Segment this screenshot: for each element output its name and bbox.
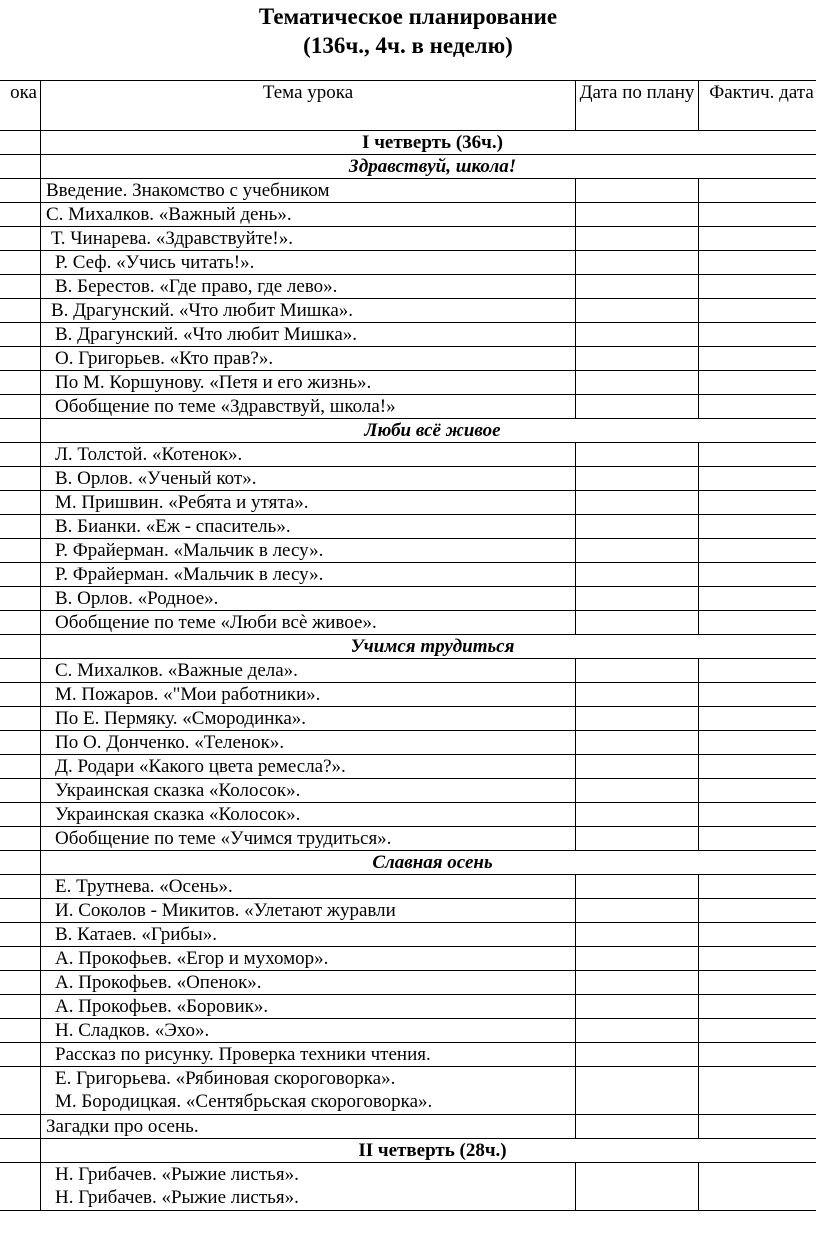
lesson-topic: А. Прокофьев. «Боровик». (41, 995, 576, 1019)
plan-date-cell (576, 1019, 699, 1043)
number-cell (0, 347, 41, 371)
actual-date-cell (699, 371, 816, 395)
number-cell (0, 203, 41, 227)
quarter-header-row (0, 131, 816, 155)
plan-date-cell (576, 251, 699, 275)
lesson-topic: Обобщение по теме «Здравствуй, школа!» (41, 395, 576, 419)
actual-date-cell (699, 731, 816, 755)
actual-date-cell (699, 251, 816, 275)
plan-date-cell (576, 875, 699, 899)
section-title: Учимся трудиться (41, 635, 816, 659)
plan-date-cell (576, 779, 699, 803)
table-row (0, 299, 816, 323)
lesson-topic: Д. Родари «Какого цвета ремесла?». (41, 755, 576, 779)
table-row (0, 1019, 816, 1043)
number-cell (0, 563, 41, 587)
lesson-topic: По М. Коршунову. «Петя и его жизнь». (41, 371, 576, 395)
plan-date-cell (576, 179, 699, 203)
table-row (0, 443, 816, 467)
actual-date-cell (699, 1019, 816, 1043)
actual-date-cell (699, 947, 816, 971)
actual-date-cell (699, 443, 816, 467)
number-cell (0, 899, 41, 923)
plan-date-cell (576, 515, 699, 539)
plan-date-cell (576, 587, 699, 611)
table-row (0, 227, 816, 251)
lesson-topic: В. Орлов. «Родное». (41, 587, 576, 611)
actual-date-cell (699, 539, 816, 563)
table-row (0, 899, 816, 923)
actual-date-cell (699, 779, 816, 803)
plan-date-cell (576, 1163, 699, 1211)
lesson-topic: В. Орлов. «Ученый кот». (41, 467, 576, 491)
lesson-topic: М. Пожаров. «"Мои работники». (41, 683, 576, 707)
table-row (0, 731, 816, 755)
section-header-row (0, 635, 816, 659)
table-row (0, 779, 816, 803)
page-title (0, 2, 816, 60)
actual-date-cell (699, 323, 816, 347)
lesson-topic (41, 1067, 576, 1115)
plan-date-cell (576, 1115, 699, 1139)
number-cell (0, 467, 41, 491)
table-row (0, 803, 816, 827)
table-row (0, 947, 816, 971)
actual-date-cell (699, 179, 816, 203)
table-row (0, 587, 816, 611)
number-cell (0, 971, 41, 995)
number-cell (0, 1043, 41, 1067)
plan-date-cell (576, 683, 699, 707)
lesson-topic: О. Григорьев. «Кто прав?». (41, 347, 576, 371)
table-row (0, 827, 816, 851)
plan-date-cell (576, 611, 699, 635)
lesson-topic: Обобщение по теме «Учимся трудиться». (41, 827, 576, 851)
number-cell (0, 587, 41, 611)
plan-date-cell (576, 491, 699, 515)
table-row (0, 563, 816, 587)
number-cell (0, 1019, 41, 1043)
number-cell (0, 1163, 41, 1211)
number-cell (0, 275, 41, 299)
lesson-topic: Обобщение по теме «Люби всѐ живое». (41, 611, 576, 635)
lesson-topic-line2: М. Бородицкая. «Сентябрьская скороговорка». (55, 1091, 433, 1112)
section-title: Здравствуй, школа! (41, 155, 816, 179)
plan-date-cell (576, 1043, 699, 1067)
number-cell (0, 683, 41, 707)
actual-date-cell (699, 803, 816, 827)
table-row (0, 875, 816, 899)
actual-date-cell (699, 203, 816, 227)
lesson-topic: Загадки про осень. (41, 1115, 576, 1139)
table-row (0, 371, 816, 395)
table-row (0, 203, 816, 227)
lesson-topic (41, 1163, 576, 1211)
number-cell (0, 323, 41, 347)
header-plan-date: Дата по плану (576, 81, 699, 131)
number-cell (0, 1067, 41, 1115)
actual-date-cell (699, 971, 816, 995)
plan-date-cell (576, 539, 699, 563)
lesson-topic-line2: Н. Грибачев. «Рыжие листья». (55, 1187, 299, 1208)
table-header-row (0, 81, 816, 131)
lesson-topic: Л. Толстой. «Котенок». (41, 443, 576, 467)
actual-date-cell (699, 875, 816, 899)
number-cell (0, 947, 41, 971)
plan-date-cell (576, 395, 699, 419)
lesson-topic: Р. Сеф. «Учись читать!». (41, 251, 576, 275)
lesson-topic: И. Соколов - Микитов. «Улетают журавли (41, 899, 576, 923)
plan-date-cell (576, 203, 699, 227)
lesson-topic: Р. Фрайерман. «Мальчик в лесу». (41, 563, 576, 587)
number-cell (0, 779, 41, 803)
lesson-topic: С. Михалков. «Важный день». (41, 203, 576, 227)
lesson-topic: Р. Фрайерман. «Мальчик в лесу». (41, 539, 576, 563)
table-row (0, 659, 816, 683)
lesson-topic: В. Берестов. «Где право, где лево». (41, 275, 576, 299)
lesson-topic: Рассказ по рисунку. Проверка техники чтения. (41, 1043, 576, 1067)
number-cell (0, 995, 41, 1019)
number-cell (0, 731, 41, 755)
lesson-topic: В. Драгунский. «Что любит Мишка». (41, 299, 576, 323)
actual-date-cell (699, 1163, 816, 1211)
lesson-topic: В. Драгунский. «Что любит Мишка». (41, 323, 576, 347)
lesson-topic: Н. Сладков. «Эхо». (41, 1019, 576, 1043)
section-header-row (0, 419, 816, 443)
number-cell (0, 851, 41, 875)
table-row (0, 683, 816, 707)
lesson-topic: С. Михалков. «Важные дела». (41, 659, 576, 683)
actual-date-cell (699, 587, 816, 611)
actual-date-cell (699, 275, 816, 299)
actual-date-cell (699, 563, 816, 587)
plan-date-cell (576, 827, 699, 851)
plan-date-cell (576, 299, 699, 323)
actual-date-cell (699, 347, 816, 371)
section-title: Люби всё живое (41, 419, 816, 443)
plan-date-cell (576, 323, 699, 347)
lesson-topic: М. Пришвин. «Ребята и утята». (41, 491, 576, 515)
number-cell (0, 755, 41, 779)
actual-date-cell (699, 995, 816, 1019)
actual-date-cell (699, 611, 816, 635)
table-row (0, 323, 816, 347)
number-cell (0, 659, 41, 683)
lesson-topic: Т. Чинарева. «Здравствуйте!». (41, 227, 576, 251)
table-row (0, 467, 816, 491)
table-row (0, 1163, 816, 1211)
section-header-row (0, 851, 816, 875)
table-row (0, 179, 816, 203)
plan-date-cell (576, 227, 699, 251)
number-cell (0, 419, 41, 443)
table-row (0, 1067, 816, 1115)
table-row (0, 611, 816, 635)
lesson-topic: В. Катаев. «Грибы». (41, 923, 576, 947)
plan-date-cell (576, 899, 699, 923)
lesson-topic-line1: Н. Грибачев. «Рыжие листья». (55, 1164, 299, 1185)
quarter-title: II четверть (28ч.) (41, 1139, 816, 1163)
actual-date-cell (699, 299, 816, 323)
lesson-topic: Е. Трутнева. «Осень». (41, 875, 576, 899)
plan-date-cell (576, 995, 699, 1019)
table-row (0, 395, 816, 419)
number-cell (0, 875, 41, 899)
lesson-topic: А. Прокофьев. «Егор и мухомор». (41, 947, 576, 971)
actual-date-cell (699, 227, 816, 251)
number-cell (0, 1115, 41, 1139)
number-cell (0, 1139, 41, 1163)
actual-date-cell (699, 395, 816, 419)
actual-date-cell (699, 1043, 816, 1067)
actual-date-cell (699, 923, 816, 947)
header-topic: Тема урока (41, 81, 576, 131)
actual-date-cell (699, 491, 816, 515)
lesson-topic: Украинская сказка «Колосок». (41, 779, 576, 803)
plan-date-cell (576, 467, 699, 491)
table-row (0, 515, 816, 539)
plan-date-cell (576, 803, 699, 827)
table-row (0, 347, 816, 371)
plan-date-cell (576, 923, 699, 947)
actual-date-cell (699, 899, 816, 923)
table-row (0, 275, 816, 299)
plan-date-cell (576, 1067, 699, 1115)
number-cell (0, 707, 41, 731)
number-cell (0, 395, 41, 419)
number-cell (0, 155, 41, 179)
number-cell (0, 491, 41, 515)
lesson-topic: Украинская сказка «Колосок». (41, 803, 576, 827)
number-cell (0, 131, 41, 155)
number-cell (0, 803, 41, 827)
number-cell (0, 371, 41, 395)
plan-date-cell (576, 731, 699, 755)
section-title: Славная осень (41, 851, 816, 875)
actual-date-cell (699, 827, 816, 851)
plan-date-cell (576, 275, 699, 299)
table-row (0, 923, 816, 947)
header-actual-date: Фактич. дата (699, 81, 816, 131)
lesson-topic: По О. Донченко. «Теленок». (41, 731, 576, 755)
number-cell (0, 515, 41, 539)
number-cell (0, 923, 41, 947)
plan-date-cell (576, 563, 699, 587)
plan-date-cell (576, 659, 699, 683)
lesson-plan-table (0, 80, 816, 1211)
lesson-topic: Введение. Знакомство с учебником (41, 179, 576, 203)
number-cell (0, 635, 41, 659)
number-cell (0, 443, 41, 467)
number-cell (0, 179, 41, 203)
actual-date-cell (699, 1067, 816, 1115)
table-row (0, 707, 816, 731)
section-header-row (0, 155, 816, 179)
plan-date-cell (576, 347, 699, 371)
lesson-topic: В. Бианки. «Еж - спаситель». (41, 515, 576, 539)
table-body (0, 131, 816, 1211)
actual-date-cell (699, 755, 816, 779)
plan-date-cell (576, 443, 699, 467)
title-line-2: (136ч., 4ч. в неделю) (303, 33, 513, 58)
actual-date-cell (699, 683, 816, 707)
lesson-topic: А. Прокофьев. «Опенок». (41, 971, 576, 995)
quarter-title: I четверть (36ч.) (41, 131, 816, 155)
actual-date-cell (699, 515, 816, 539)
number-cell (0, 827, 41, 851)
quarter-header-row (0, 1139, 816, 1163)
actual-date-cell (699, 467, 816, 491)
header-number: ока (0, 81, 41, 131)
plan-date-cell (576, 371, 699, 395)
lesson-topic-line1: Е. Григорьева. «Рябиновая скороговорка». (55, 1068, 396, 1089)
number-cell (0, 227, 41, 251)
table-row (0, 755, 816, 779)
number-cell (0, 539, 41, 563)
plan-date-cell (576, 947, 699, 971)
number-cell (0, 299, 41, 323)
table-row (0, 1043, 816, 1067)
actual-date-cell (699, 1115, 816, 1139)
actual-date-cell (699, 707, 816, 731)
plan-date-cell (576, 971, 699, 995)
plan-date-cell (576, 707, 699, 731)
actual-date-cell (699, 659, 816, 683)
table-row (0, 251, 816, 275)
table-row (0, 491, 816, 515)
number-cell (0, 611, 41, 635)
table-row (0, 995, 816, 1019)
table-row (0, 1115, 816, 1139)
lesson-topic: По Е. Пермяку. «Смородинка». (41, 707, 576, 731)
title-line-1: Тематическое планирование (258, 4, 558, 29)
plan-date-cell (576, 755, 699, 779)
table-row (0, 971, 816, 995)
table-row (0, 539, 816, 563)
number-cell (0, 251, 41, 275)
